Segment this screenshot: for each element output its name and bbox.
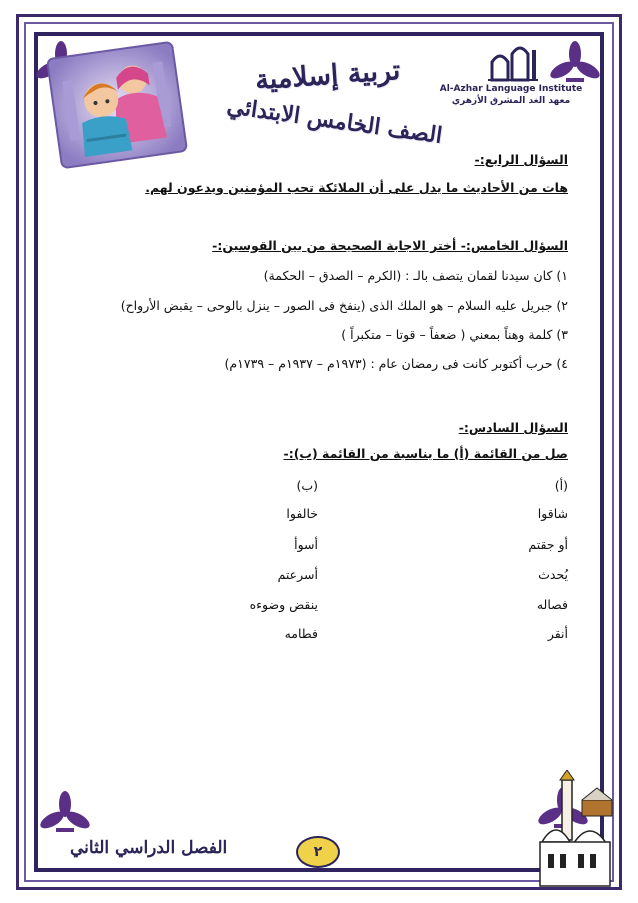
list-b-item: أسرعتم	[277, 567, 318, 582]
institute-name-en: Al-Azhar Language Institute	[439, 84, 583, 94]
list-a-item: يُحدث	[538, 567, 568, 582]
semester-label: الفصل الدراسي الثاني	[70, 838, 228, 858]
q5-item: ٤) حرب أكتوبر كانت فى رمضان عام : (١٩٧٣م – ١٩٣٧م – ١٧٣٩م)	[224, 356, 568, 371]
list-b-item: ينقض وضوءه	[249, 597, 318, 612]
q6-instruction: صل من القائمة (أ) ما يناسبة من القائمة (ب):-	[283, 446, 568, 461]
list-a-item: أنقر	[547, 626, 568, 641]
list-a-header: (أ)	[554, 478, 568, 493]
praying-children-clipart	[46, 40, 188, 170]
list-a-item: شاقوا	[537, 506, 568, 521]
list-a-item: فصاله	[536, 597, 568, 612]
q5-item: ١) كان سيدنا لقمان يتصف بالـ : (الكرم – الصدق – الحكمة)	[263, 268, 568, 283]
list-b-item: أسوأ	[294, 537, 318, 552]
q4-heading: السؤال الرابع:-	[474, 152, 568, 167]
subject-title: تربية إسلامية	[254, 54, 402, 97]
mosque-icon	[532, 770, 616, 890]
q6-heading: السؤال السادس:-	[458, 420, 568, 435]
fleur-de-lis-icon	[38, 790, 92, 844]
q5-heading: السؤال الخامس:- أختر الاجابة الصحيحة من بين القوسين:-	[212, 238, 568, 253]
list-b-item: فطامه	[284, 626, 318, 641]
q4-text: هات من الأحاديث ما يدل على أن الملائكة تحب المؤمنين ويدعون لهم.	[145, 180, 568, 195]
list-b-item: خالفوا	[286, 506, 318, 521]
q5-item: ٣) كلمة وهناً بمعني ( ضعفاً – قوتا – متكبراً )	[341, 327, 568, 342]
mosque-logo-icon	[484, 44, 540, 84]
list-a-item: أو جقتم	[528, 537, 568, 552]
list-b-header: (ب)	[296, 478, 318, 493]
grade-title: الصف الخامس الابتدائي	[225, 93, 444, 149]
institute-name-ar: معهد الغد المشرق الأزهري	[451, 96, 571, 106]
institute-logo	[438, 44, 584, 108]
page-number: ٢	[296, 836, 340, 868]
q5-item: ٢) جبريل عليه السلام – هو الملك الذى (ينفخ فى الصور – ينزل بالوحى – يقبض الأرواح)	[120, 298, 568, 313]
